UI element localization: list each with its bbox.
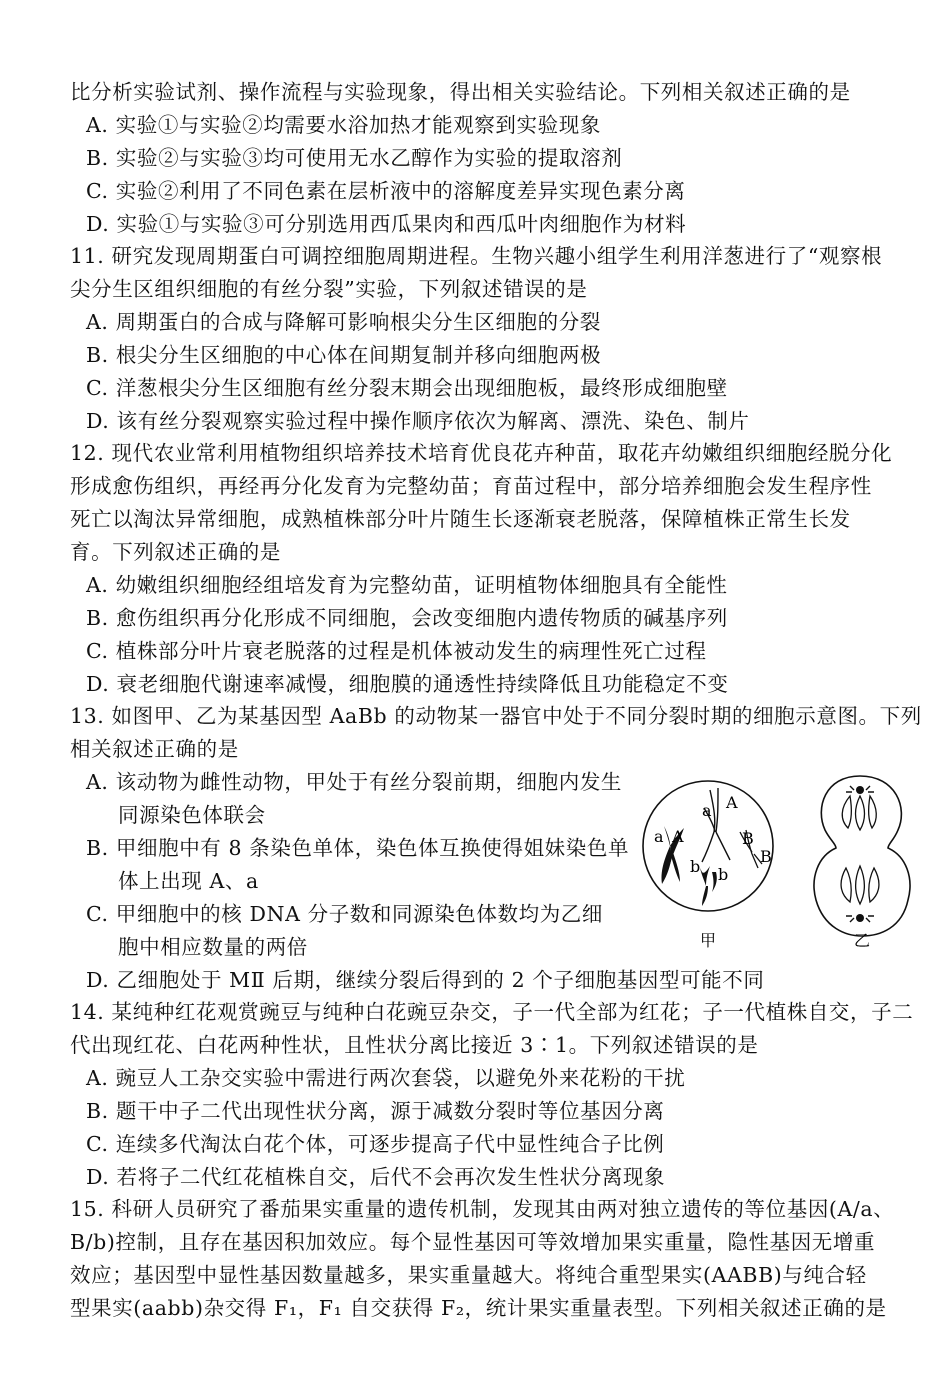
q13-option-b-cont: 体上出现 A、a (118, 869, 259, 893)
q14-option-d: D. 若将子二代红花植株自交，后代不会再次发生性状分离现象 (86, 1165, 666, 1189)
gene-label-b1: b (690, 857, 701, 876)
q14-option-b: B. 题干中子二代出现性状分离，源于减数分裂时等位基因分离 (86, 1099, 665, 1123)
q10-option-c: C. 实验②利用了不同色素在层析液中的溶解度差异实现色素分离 (86, 179, 686, 203)
spindle-pole-top (846, 786, 874, 794)
chromosome-small-black (700, 866, 717, 906)
q11-stem-line2: 尖分生区组织细胞的有丝分裂”实验，下列叙述错误的是 (70, 277, 588, 301)
q15-stem-line1: 15. 科研人员研究了番茄果实重量的遗传机制，发现其由两对独立遗传的等位基因(A/a、 (70, 1197, 895, 1221)
q12-option-d: D. 衰老细胞代谢速率减慢，细胞膜的通透性持续降低且功能稳定不变 (86, 672, 729, 696)
cell-yi-label: 乙 (854, 931, 871, 950)
q12-stem-line1: 12. 现代农业常利用植物组织培养技术培育优良花卉种苗，取花卉幼嫩组织细胞经脱分化 (70, 441, 893, 465)
q13-option-d: D. 乙细胞处于 MⅡ 后期，继续分裂后得到的 2 个子细胞基因型可能不同 (86, 968, 765, 992)
q13-stem-line1: 13. 如图甲、乙为某基因型 AaBb 的动物某一器官中处于不同分裂时期的细胞示意图。下列 (70, 704, 922, 728)
q12-stem-line2: 形成愈伤组织，再经再分化发育为完整幼苗；育苗过程中，部分培养细胞会发生程序性 (70, 474, 872, 498)
q13-option-a: A. 该动物为雌性动物，甲处于有丝分裂前期，细胞内发生 (86, 770, 623, 794)
q12-stem-line4: 育。下列叙述正确的是 (70, 540, 281, 564)
spindle-pole-bottom (846, 914, 874, 922)
q15-stem-line2: B/b)控制，且存在基因积加效应。每个显性基因可等效增加果实重量，隐性基因无增重 (70, 1230, 876, 1254)
q14-stem-line1: 14. 某纯种红花观赏豌豆与纯种白花豌豆杂交，子一代全部为红花；子一代植株自交，子二 (70, 1000, 914, 1024)
q13-stem-line2: 相关叙述正确的是 (70, 737, 239, 761)
q12-option-b: B. 愈伤组织再分化形成不同细胞，会改变细胞内遗传物质的碱基序列 (86, 606, 728, 630)
q11-option-d: D. 该有丝分裂观察实验过程中操作顺序依次为解离、漂洗、染色、制片 (86, 409, 750, 433)
q14-option-c: C. 连续多代淘汰白花个体，可逐步提高子代中显性纯合子比例 (86, 1132, 665, 1156)
gene-label-b2: b (718, 865, 729, 884)
gene-label-B1: B (742, 829, 754, 848)
q11-option-b: B. 根尖分生区细胞的中心体在间期复制并移向细胞两极 (86, 343, 602, 367)
q12-option-a: A. 幼嫩组织细胞经组培发育为完整幼苗，证明植物体细胞具有全能性 (86, 573, 728, 597)
gene-label-A2: A (726, 793, 738, 812)
cell-diagram-svg (640, 768, 930, 958)
q11-option-a: A. 周期蛋白的合成与降解可影响根尖分生区细胞的分裂 (86, 310, 601, 334)
q13-option-b: B. 甲细胞中有 8 条染色单体，染色体互换使得姐妹染色单 (86, 836, 630, 860)
q11-stem-line1: 11. 研究发现周期蛋白可调控细胞周期进程。生物兴趣小组学生利用洋葱进行了“观察根 (70, 244, 883, 268)
chromatids-upper (842, 796, 876, 830)
q14-option-a: A. 豌豆人工杂交实验中需进行两次套袋，以避免外来花粉的干扰 (86, 1066, 686, 1090)
cell-division-figure (640, 768, 930, 958)
q13-option-c-cont: 胞中相应数量的两倍 (118, 935, 308, 959)
q10-option-d: D. 实验①与实验③可分别选用西瓜果肉和西瓜叶肉细胞作为材料 (86, 212, 687, 236)
q11-option-c: C. 洋葱根尖分生区细胞有丝分裂末期会出现细胞板，最终形成细胞壁 (86, 376, 728, 400)
q14-stem-line2: 代出现红花、白花两种性状，且性状分离比接近 3∶1。下列叙述错误的是 (70, 1033, 759, 1057)
q10-stem-tail: 比分析实验试剂、操作流程与实验现象，得出相关实验结论。下列相关叙述正确的是 (70, 80, 851, 104)
gene-label-a1: a (654, 827, 664, 846)
q13-option-c: C. 甲细胞中的核 DNA 分子数和同源染色体数均为乙细 (86, 902, 603, 926)
chromatids-lower (841, 866, 879, 904)
q10-option-b: B. 实验②与实验③均可使用无水乙醇作为实验的提取溶剂 (86, 146, 623, 170)
gene-label-B2: B (760, 847, 772, 866)
q12-stem-line3: 死亡以淘汰异常细胞，成熟植株部分叶片随生长逐渐衰老脱落，保障植株正常生长发 (70, 507, 851, 531)
cell-jia-label: 甲 (700, 931, 717, 950)
q15-stem-line3: 效应；基因型中显性基因数量越多，果实重量越大。将纯合重型果实(AABB)与纯合轻 (70, 1263, 867, 1287)
q15-stem-line4: 型果实(aabb)杂交得 F₁，F₁ 自交获得 F₂，统计果实重量表型。下列相关叙述正确的是 (70, 1296, 887, 1320)
q13-option-a-cont: 同源染色体联会 (118, 803, 266, 827)
gene-label-A1: A (672, 827, 684, 846)
q12-option-c: C. 植株部分叶片衰老脱落的过程是机体被动发生的病理性死亡过程 (86, 639, 707, 663)
gene-label-a2: a (702, 801, 712, 820)
q10-option-a: A. 实验①与实验②均需要水浴加热才能观察到实验现象 (86, 113, 601, 137)
